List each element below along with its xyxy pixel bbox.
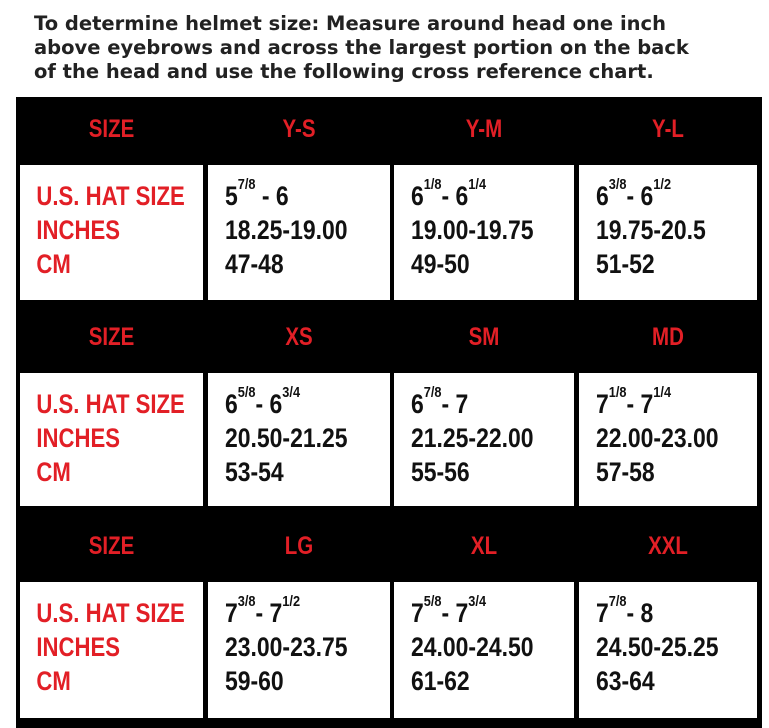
cm-value: 53-54 bbox=[225, 457, 284, 487]
cm-label: CM bbox=[36, 666, 71, 696]
hat-size-from: 6 bbox=[596, 181, 609, 211]
size-values bbox=[394, 582, 547, 698]
inches-value: 24.50-25.25 bbox=[596, 632, 719, 662]
hat-size-value bbox=[596, 384, 730, 421]
hat-size-from: 6 bbox=[411, 389, 424, 419]
hat-size-separator: - bbox=[255, 181, 276, 211]
hat-size-to-fraction: 3/4 bbox=[282, 384, 301, 401]
hat-size-from: 7 bbox=[596, 389, 609, 419]
hat-size-from-fraction: 5/8 bbox=[423, 593, 442, 610]
helmet-size-chart bbox=[16, 97, 762, 728]
size-header-label: SIZE bbox=[88, 114, 135, 143]
hat-size-to: 8 bbox=[640, 598, 654, 628]
hat-size-to: 6 bbox=[269, 389, 283, 419]
size-header-label: SIZE bbox=[88, 531, 135, 560]
size-value-cell bbox=[208, 582, 390, 718]
hat-size-separator: - bbox=[626, 181, 641, 211]
hat-size-to: 7 bbox=[640, 389, 654, 419]
hat-size-from-fraction: 3/8 bbox=[237, 593, 256, 610]
hat-size-separator: - bbox=[255, 389, 270, 419]
row-label-cell bbox=[20, 582, 203, 718]
hat-size-from: 5 bbox=[225, 181, 238, 211]
cm-value: 63-64 bbox=[596, 666, 655, 696]
size-value-cell bbox=[579, 582, 757, 718]
hat-size-from-fraction: 7/8 bbox=[423, 384, 442, 401]
hat-size-from: 7 bbox=[225, 598, 238, 628]
hat-size-to-fraction: 1/4 bbox=[653, 384, 672, 401]
inches-value: 18.25-19.00 bbox=[225, 215, 348, 245]
size-values bbox=[579, 582, 730, 698]
hat-size-separator: - bbox=[441, 181, 456, 211]
hat-size-to: 7 bbox=[269, 598, 283, 628]
hat-size-to: 6 bbox=[455, 181, 469, 211]
inches-value: 19.00-19.75 bbox=[411, 215, 534, 245]
hat-size-value bbox=[225, 176, 363, 213]
hat-size-from-fraction: 5/8 bbox=[237, 384, 256, 401]
cm-value: 49-50 bbox=[411, 249, 470, 279]
hat-size-from-fraction: 7/8 bbox=[608, 593, 627, 610]
cm-value: 47-48 bbox=[225, 249, 284, 279]
hat-size-value bbox=[411, 176, 547, 213]
size-value-cell bbox=[394, 582, 574, 718]
hat-size-value bbox=[596, 176, 730, 213]
size-header: Y-S bbox=[282, 114, 316, 143]
row-labels bbox=[20, 165, 185, 281]
cm-value: 57-58 bbox=[596, 457, 655, 487]
hat-size-to-fraction: 1/4 bbox=[468, 176, 487, 193]
hat-size-to: 6 bbox=[640, 181, 654, 211]
hat-size-to-fraction: 1/2 bbox=[653, 176, 672, 193]
hat-size-separator: - bbox=[255, 598, 270, 628]
instructions-text bbox=[34, 12, 754, 84]
hat-size-from-fraction: 1/8 bbox=[608, 384, 627, 401]
hat-size-value bbox=[225, 384, 363, 421]
cm-label: CM bbox=[36, 249, 71, 279]
instructions-line-1: To determine helmet size: Measure around head one inch bbox=[34, 12, 666, 35]
hat-size-to-fraction: 1/2 bbox=[282, 593, 301, 610]
hat-size-from-fraction: 3/8 bbox=[608, 176, 627, 193]
size-value-cell bbox=[579, 373, 757, 506]
hat-size-value bbox=[225, 593, 363, 630]
hat-size-from: 6 bbox=[411, 181, 424, 211]
size-value-cell bbox=[208, 165, 390, 300]
size-values bbox=[394, 165, 547, 281]
size-values bbox=[579, 165, 730, 281]
size-header-label: SIZE bbox=[88, 322, 135, 351]
inches-label: INCHES bbox=[36, 215, 121, 245]
size-header: XL bbox=[470, 531, 498, 560]
cm-label: CM bbox=[36, 457, 71, 487]
hat-size-separator: - bbox=[441, 598, 456, 628]
size-value-cell bbox=[394, 373, 574, 506]
inches-label: INCHES bbox=[36, 423, 121, 453]
row-label-cell bbox=[20, 165, 203, 300]
size-header: XXL bbox=[648, 531, 688, 560]
size-values bbox=[208, 373, 363, 489]
hat-size-separator: - bbox=[626, 598, 641, 628]
hat-size-separator: - bbox=[441, 389, 456, 419]
size-values bbox=[579, 373, 730, 489]
hat-size-value bbox=[411, 593, 547, 630]
size-value-cell bbox=[394, 165, 574, 300]
hat-size-from-fraction: 1/8 bbox=[423, 176, 442, 193]
hat-size-separator: - bbox=[626, 389, 641, 419]
size-value-cell bbox=[208, 373, 390, 506]
size-header: LG bbox=[284, 531, 314, 560]
hat-size-value bbox=[411, 384, 547, 421]
inches-value: 21.25-22.00 bbox=[411, 423, 534, 453]
size-values bbox=[208, 582, 363, 698]
size-header: Y-M bbox=[465, 114, 503, 143]
row-labels bbox=[20, 582, 185, 698]
hat-size-from-fraction: 7/8 bbox=[237, 176, 256, 193]
size-header: SM bbox=[468, 322, 500, 351]
hat-size-label: U.S. HAT SIZE bbox=[36, 389, 185, 419]
size-value-cell bbox=[579, 165, 757, 300]
hat-size-to: 7 bbox=[455, 389, 469, 419]
size-values bbox=[208, 165, 363, 281]
hat-size-to: 6 bbox=[275, 181, 289, 211]
cm-value: 59-60 bbox=[225, 666, 284, 696]
inches-label: INCHES bbox=[36, 632, 121, 662]
inches-value: 19.75-20.5 bbox=[596, 215, 706, 245]
inches-value: 22.00-23.00 bbox=[596, 423, 719, 453]
hat-size-from: 6 bbox=[225, 389, 238, 419]
size-header: Y-L bbox=[652, 114, 684, 143]
inches-value: 24.00-24.50 bbox=[411, 632, 534, 662]
inches-value: 20.50-21.25 bbox=[225, 423, 348, 453]
instructions-line-3: of the head and use the following cross reference chart. bbox=[34, 60, 654, 83]
size-header: XS bbox=[285, 322, 313, 351]
size-values bbox=[394, 373, 547, 489]
hat-size-value bbox=[596, 593, 730, 630]
instructions-line-2: above eyebrows and across the largest portion on the back bbox=[34, 36, 689, 59]
hat-size-from: 7 bbox=[411, 598, 424, 628]
inches-value: 23.00-23.75 bbox=[225, 632, 348, 662]
cm-value: 51-52 bbox=[596, 249, 655, 279]
hat-size-from: 7 bbox=[596, 598, 609, 628]
row-label-cell bbox=[20, 373, 203, 506]
cm-value: 61-62 bbox=[411, 666, 470, 696]
hat-size-label: U.S. HAT SIZE bbox=[36, 598, 185, 628]
hat-size-to-fraction: 3/4 bbox=[468, 593, 487, 610]
size-header: MD bbox=[652, 322, 684, 351]
hat-size-label: U.S. HAT SIZE bbox=[36, 181, 185, 211]
hat-size-to: 7 bbox=[455, 598, 469, 628]
cm-value: 55-56 bbox=[411, 457, 470, 487]
row-labels bbox=[20, 373, 185, 489]
